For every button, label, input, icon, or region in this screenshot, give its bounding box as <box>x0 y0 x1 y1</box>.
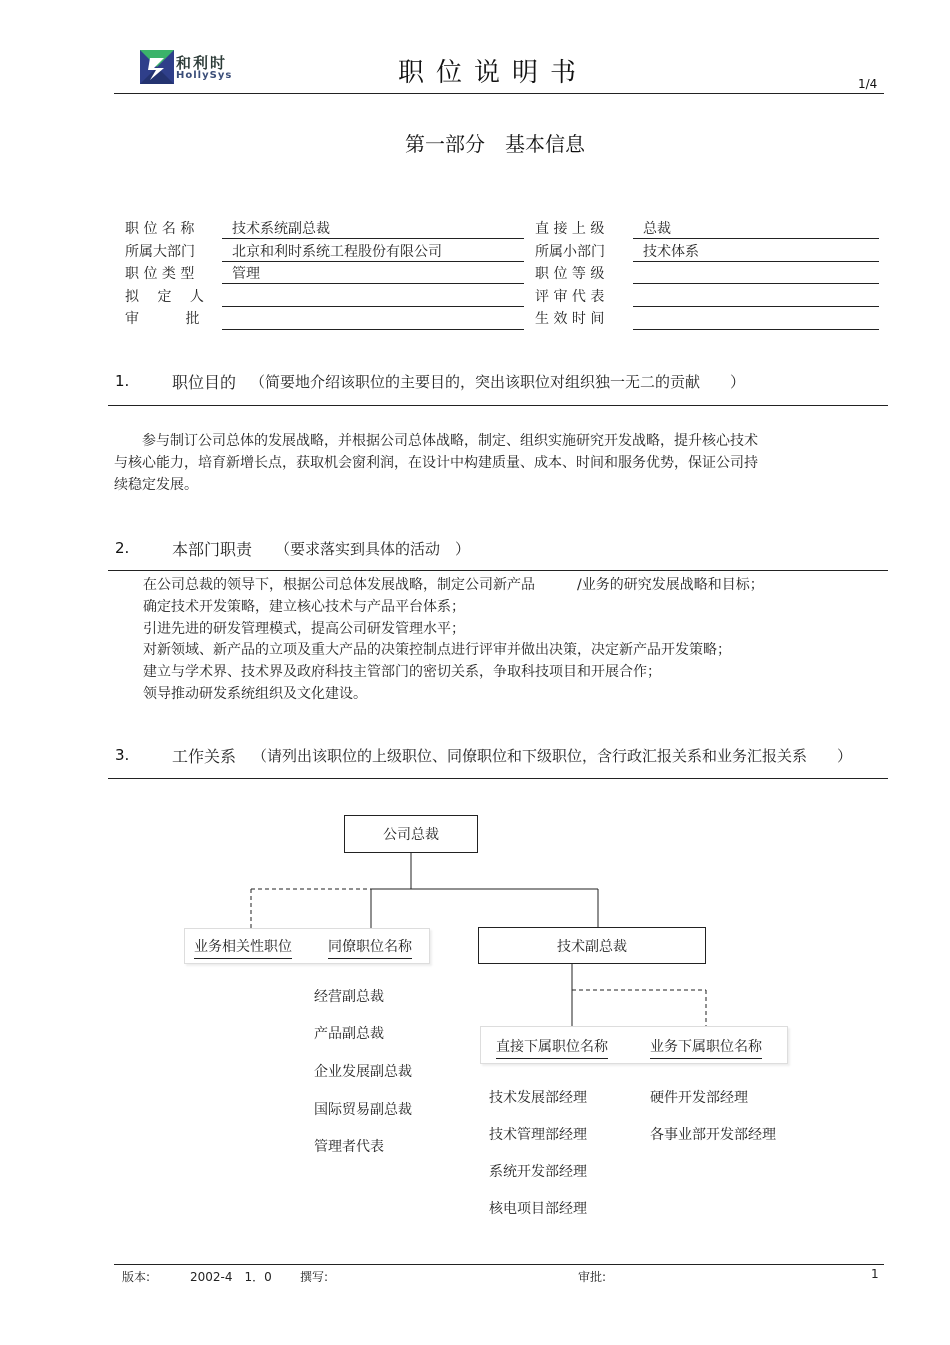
version-label: 版本: <box>122 1270 151 1284</box>
related-positions-label: 业务相关性职位 <box>194 936 292 959</box>
document-title: 职位说明书 <box>398 58 589 88</box>
duty-item: 对新领域、新产品的立项及重大产品的决策控制点进行评审并做出决策，决定新产品开发策略； <box>143 642 731 658</box>
value-direct-superior: 总裁 <box>643 221 671 237</box>
duty-item: 建立与学术界、技术界及政府科技主管部门的密切关系，争取科技项目和开展合作； <box>143 664 661 680</box>
approve-label: 审批: <box>578 1270 607 1284</box>
duty-item: 确定技术开发策略，建立核心技术与产品平台体系； <box>143 599 465 615</box>
section2-number: 2. <box>115 539 130 557</box>
section2-note: （要求落实到具体的活动 ） <box>275 540 471 558</box>
direct-subordinate: 技术发展部经理 <box>489 1090 587 1106</box>
section3-title: 工作关系 <box>172 747 237 766</box>
logo-subtext: HollySys <box>176 70 233 81</box>
section2-title: 本部门职责 <box>172 540 253 559</box>
peer-position: 管理者代表 <box>314 1139 384 1155</box>
org-box-tech-vp: 技术副总裁 <box>478 927 706 964</box>
label-approver: 审 批 <box>125 311 200 327</box>
business-subordinate: 硬件开发部经理 <box>650 1090 748 1106</box>
value-position-name: 技术系统副总裁 <box>232 221 330 237</box>
peer-position: 国际贸易副总裁 <box>314 1102 412 1118</box>
peer-position: 企业发展副总裁 <box>314 1064 412 1080</box>
org-box-company-president: 公司总裁 <box>344 815 478 853</box>
logo-text: 和利时 <box>176 54 228 72</box>
section1-title: 职位目的 <box>172 373 237 392</box>
label-effective-date: 生 效 时 间 <box>535 311 605 327</box>
business-subordinate: 各事业部开发部经理 <box>650 1127 776 1143</box>
section3-number: 3. <box>115 746 130 764</box>
footer-divider <box>114 1264 884 1265</box>
label-reviewer: 评 审 代 表 <box>535 289 605 305</box>
label-sub-department: 所属小部门 <box>535 244 605 260</box>
label-direct-superior: 直 接 上 级 <box>535 221 605 237</box>
paragraph-line: 参与制订公司总体的发展战略，并根据公司总体战略，制定、组织实施研究开发战略，提升核心技术 <box>114 433 758 449</box>
business-subordinates-label: 业务下属职位名称 <box>650 1036 762 1059</box>
label-position-grade: 职 位 等 级 <box>535 266 605 282</box>
page-indicator: 1/4 <box>858 77 878 91</box>
section1-note: （简要地介绍该职位的主要目的，突出该职位对组织独一无二的贡献 ） <box>250 373 746 391</box>
peer-position: 产品副总裁 <box>314 1026 384 1042</box>
label-drafter: 拟 定 人 <box>125 289 204 305</box>
duty-item: 领导推动研发系统组织及文化建设。 <box>143 686 367 702</box>
direct-subordinate: 技术管理部经理 <box>489 1127 587 1143</box>
direct-subordinate: 核电项目部经理 <box>489 1201 587 1217</box>
value-department: 北京和利时系统工程股份有限公司 <box>232 244 442 260</box>
label-position-type: 职 位 类 型 <box>125 266 195 282</box>
value-position-type: 管理 <box>232 266 260 282</box>
duty-item: 在公司总裁的领导下，根据公司总体发展战略，制定公司新产品 /业务的研究发展战略和目标； <box>143 577 764 593</box>
duty-item: 引进先进的研发管理模式，提高公司研发管理水平； <box>143 621 465 637</box>
label-position-name: 职 位 名 称 <box>125 221 195 237</box>
part-title: 第一部分 基本信息 <box>405 132 585 156</box>
footer-page-number: 1 <box>871 1267 879 1281</box>
version-value: 2002-4 1．0 <box>190 1270 272 1284</box>
peer-position: 经营副总裁 <box>314 989 384 1005</box>
writer-label: 撰写: <box>300 1270 329 1284</box>
direct-subordinate: 系统开发部经理 <box>489 1164 587 1180</box>
section1-number: 1. <box>115 372 130 390</box>
direct-subordinates-label: 直接下属职位名称 <box>496 1036 608 1059</box>
label-department: 所属大部门 <box>125 244 195 260</box>
section3-note: （请列出该职位的上级职位、同僚职位和下级职位，含行政汇报关系和业务汇报关系 ） <box>252 747 853 765</box>
peer-positions-label: 同僚职位名称 <box>328 936 412 959</box>
paragraph-line: 与核心能力，培育新增长点，获取机会窗利润，在设计中构建质量、成本、时间和服务优势，保证公司持 <box>114 455 758 471</box>
paragraph-line: 续稳定发展。 <box>114 477 198 493</box>
value-sub-department: 技术体系 <box>643 244 699 260</box>
